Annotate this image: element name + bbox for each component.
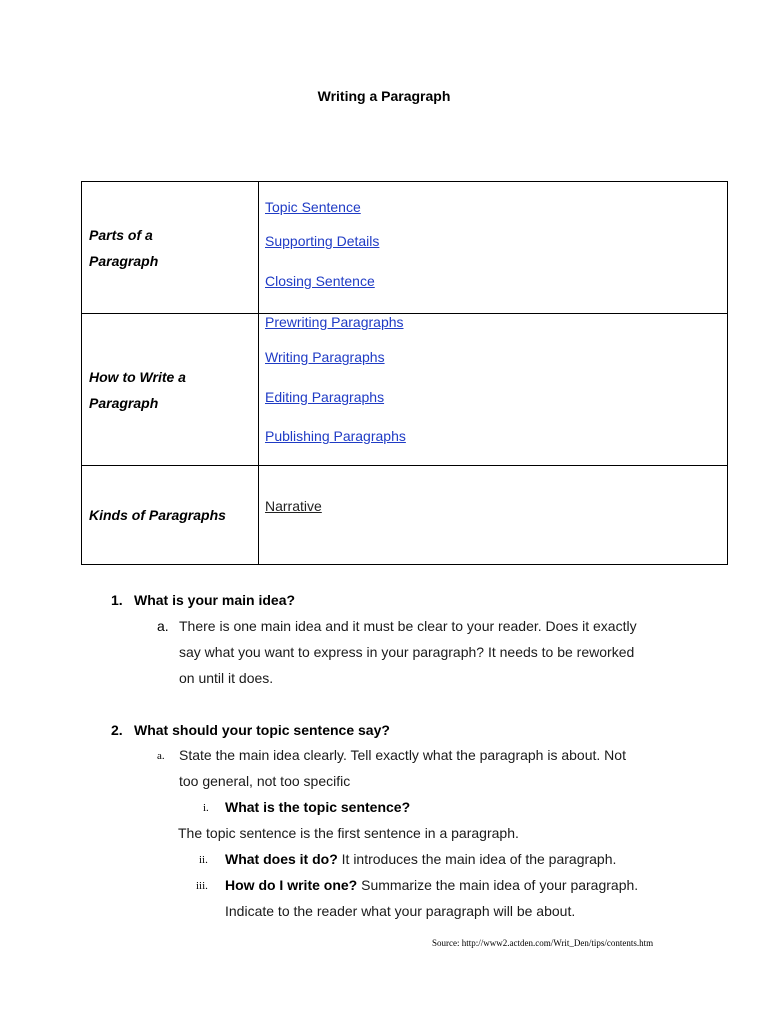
table-row <box>82 314 728 466</box>
row-label <box>89 364 186 416</box>
list-marker: ii. <box>199 854 208 866</box>
row-label <box>89 222 158 274</box>
list-marker: iii. <box>196 880 208 892</box>
table-links-cell <box>259 314 728 466</box>
answer-line: Indicate to the reader what your paragraph will be about. <box>225 903 576 919</box>
answer-line: too general, not too specific <box>179 773 351 789</box>
answer-line: say what you want to express in your paragraph? It needs to be reworked <box>179 644 635 660</box>
table-label-cell <box>82 466 259 565</box>
link-closing-sentence[interactable]: Closing Sentence <box>265 273 375 289</box>
answer-line: on until it does. <box>179 670 274 686</box>
answer-line: State the main idea clearly. Tell exactly what the paragraph is about. Not <box>179 747 626 763</box>
sub-question: How do I write one? <box>225 877 358 893</box>
link-topic-sentence[interactable]: Topic Sentence <box>265 199 361 215</box>
answer-text: Summarize the main idea of your paragraph. <box>357 877 639 893</box>
row-label <box>89 502 226 528</box>
table-label-cell <box>82 182 259 314</box>
answer-text: It introduces the main idea of the paragraph. <box>337 851 617 867</box>
link-prewriting-paragraphs[interactable]: Prewriting Paragraphs <box>265 314 404 330</box>
list-marker: a. <box>157 750 165 762</box>
table-row <box>82 466 728 565</box>
link-editing-paragraphs[interactable]: Editing Paragraphs <box>265 389 385 405</box>
table-row <box>82 182 728 314</box>
question-number: 1. <box>111 592 123 608</box>
row-label-line: Paragraph <box>89 253 159 269</box>
question-number: 2. <box>111 722 123 738</box>
answer-line: There is one main idea and it must be clear to your reader. Does it exactly <box>179 618 637 634</box>
sub-question: What does it do? <box>225 851 338 867</box>
row-label-line: How to Write a <box>89 369 186 385</box>
answer-line: The topic sentence is the first sentence in a paragraph. <box>178 825 519 841</box>
source-citation: Source: http://www2.actden.com/Writ_Den/tips/contents.htm <box>432 938 654 948</box>
paragraph-topics-table <box>81 181 728 565</box>
row-label-line: Parts of a <box>89 227 153 243</box>
question-heading: What is your main idea? <box>134 592 296 608</box>
table-links-cell <box>259 466 728 565</box>
row-label-line: Kinds of Paragraphs <box>89 507 226 523</box>
list-marker: a. <box>157 618 169 634</box>
sub-question: What is the topic sentence? <box>225 799 411 815</box>
link-narrative[interactable]: Narrative <box>265 498 322 514</box>
table-links-cell <box>259 182 728 314</box>
link-writing-paragraphs[interactable]: Writing Paragraphs <box>265 349 385 365</box>
sub-question-line <box>225 877 638 893</box>
document-title: Writing a Paragraph <box>317 88 451 104</box>
link-supporting-details[interactable]: Supporting Details <box>265 233 380 249</box>
link-publishing-paragraphs[interactable]: Publishing Paragraphs <box>265 428 406 444</box>
question-heading: What should your topic sentence say? <box>134 722 390 738</box>
row-label-line: Paragraph <box>89 395 159 411</box>
table-label-cell <box>82 314 259 466</box>
list-marker: i. <box>203 802 209 814</box>
sub-question-line <box>225 851 616 867</box>
